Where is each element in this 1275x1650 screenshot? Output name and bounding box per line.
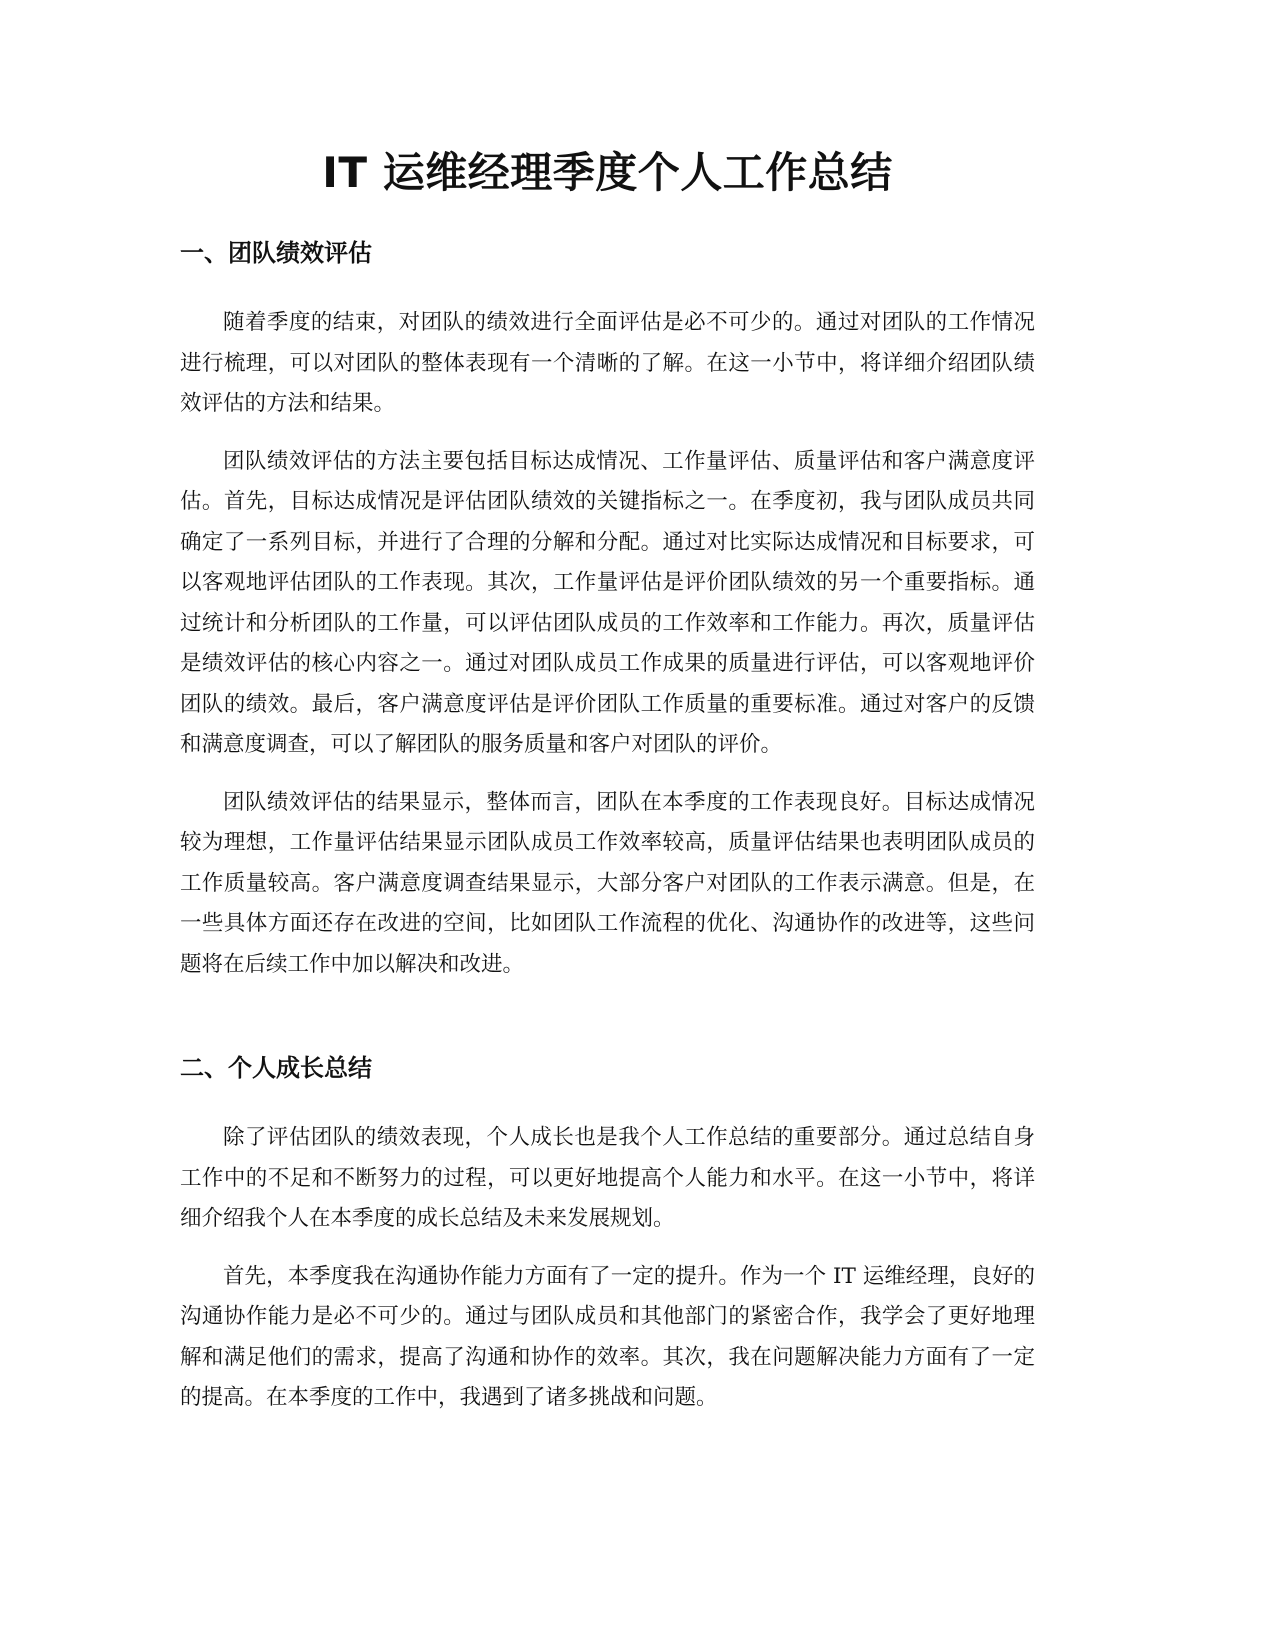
section-team-performance [180, 237, 1035, 1002]
paragraph: 首先，本季度我在沟通协作能力方面有了一定的提升。作为一个 IT 运维经理，良好的沟通协作能力是必不可少的。通过与团队成员和其他部门的紧密合作，我学会了更好地理解和满足他们的需求，提高了沟通和协作的效率。其次，我在问题解决能力方面有了一定的提高。在本季度的工作中，我遇到了诸多挑战和问题。 [180, 1263, 1035, 1410]
section-personal-growth [180, 1052, 1035, 1436]
paragraph: 除了评估团队的绩效表现，个人成长也是我个人工作总结的重要部分。通过总结自身工作中的不足和不断努力的过程，可以更好地提高个人能力和水平。在这一小节中，将详细介绍我个人在本季度的成长总结及未来发展规划。 [180, 1125, 1035, 1231]
document-page [180, 0, 1035, 1650]
paragraph: 团队绩效评估的方法主要包括目标达成情况、工作量评估、质量评估和客户满意度评估。首先，目标达成情况是评估团队绩效的关键指标之一。在季度初，我与团队成员共同确定了一系列目标，并进行了合理的分解和分配。通过对比实际达成情况和目标要求，可以客观地评估团队的工作表现。其次，工作量评估是评价团队绩效的另一个重要指标。通过统计和分析团队的工作量，可以评估团队成员的工作效率和工作能力。再次，质量评估是绩效评估的核心内容之一。通过对团队成员工作成果的质量进行评估，可以客观地评价团队的绩效。最后，客户满意度评估是评价团队工作质量的重要标准。通过对客户的反馈和满意度调查，可以了解团队的服务质量和客户对团队的评价。 [180, 448, 1035, 757]
section-heading: 一、团队绩效评估 [180, 239, 372, 267]
document-title: IT 运维经理季度个人工作总结 [322, 148, 893, 197]
paragraph: 团队绩效评估的结果显示，整体而言，团队在本季度的工作表现良好。目标达成情况较为理想，工作量评估结果显示团队成员工作效率较高，质量评估结果也表明团队成员的工作质量较高。客户满意度调查结果显示，大部分客户对团队的工作表示满意。但是，在一些具体方面还存在改进的空间，比如团队工作流程的优化、沟通协作的改进等，这些问题将在后续工作中加以解决和改进。 [180, 789, 1035, 977]
paragraph: 随着季度的结束，对团队的绩效进行全面评估是必不可少的。通过对团队的工作情况进行梳理，可以对团队的整体表现有一个清晰的了解。在这一小节中，将详细介绍团队绩效评估的方法和结果。 [180, 310, 1035, 416]
section-heading: 二、个人成长总结 [180, 1054, 372, 1082]
